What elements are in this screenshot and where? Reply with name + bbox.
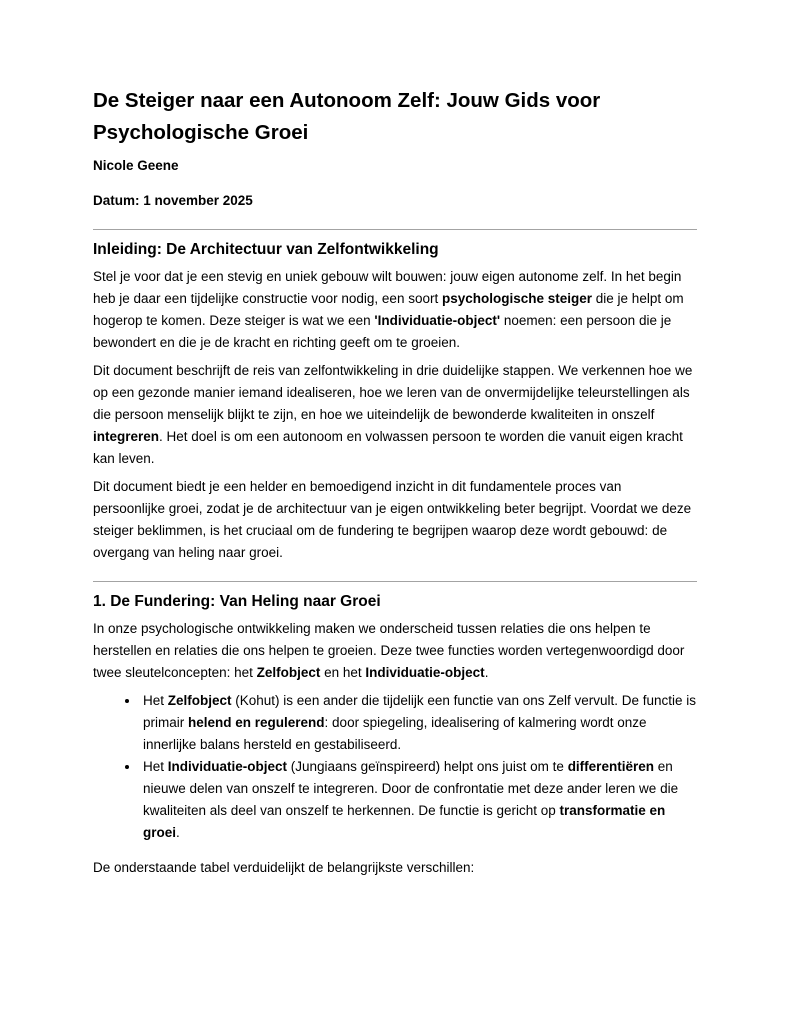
closing-paragraph: De onderstaande tabel verduidelijkt de belangrijkste verschillen: [93,860,475,875]
intro-section-heading: Inleiding: De Architectuur van Zelfontwikkeling [93,241,439,258]
bullet-item-individuatie-object: • Het Individuatie-object (Jungiaans geïnspireerd) helpt ons juist om te differentiëren en nieuwe delen van onszelf te integreren. Door de confrontatie met deze ander leren we die kwaliteiten als deel van onszelf te herkennen. De functie is gericht op transformatie en groei. [140,756,697,844]
fundering-lead-paragraph: In onze psychologische ontwikkeling maken we onderscheid tussen relaties die ons helpen te herstellen en relaties die ons helpen te groeien. Deze twee functies worden vertegenwoordigd door twee sleutelconcepten: het Zelfobject en het Individuatie-object. [93,621,685,680]
fundering-section-heading: 1. De Fundering: Van Heling naar Groei [93,593,381,610]
date-line: Datum: 1 november 2025 [93,193,253,208]
document-title: De Steiger naar een Autonoom Zelf: Jouw Gids voor Psychologische Groei [93,89,601,144]
intro-paragraph-2: Dit document beschrijft de reis van zelfontwikkeling in drie duidelijke stappen. We verkennen hoe we op een gezonde manier iemand idealiseren, hoe we leren van de onvermijdelijke teleurstellingen als die persoon menselijk blijkt te zijn, en hoe we uiteindelijk de bewonderde kwaliteiten in onszelf integreren. Het doel is om een autonoom en volwassen persoon te worden die vanuit eigen kracht kan leven. [93,363,693,466]
section-divider [93,229,697,230]
section-divider [93,581,697,582]
author-byline: Nicole Geene [93,158,179,173]
intro-paragraph-3: Dit document biedt je een helder en bemoedigend inzicht in dit fundamentele proces van persoonlijke groei, zodat je de architectuur van je eigen ontwikkeling beter begrijpt. Voordat we deze steiger beklimmen, is het cruciaal om de fundering te begrijpen waarop deze wordt gebouwd: de overgang van heling naar groei. [93,479,692,560]
concept-bullet-list [93,690,697,844]
bullet-item-zelfobject: • Het Zelfobject (Kohut) is een ander die tijdelijk een functie van ons Zelf vervult. De functie is primair helend en regulerend: door spiegeling, idealisering of kalmering wordt onze innerlijke balans hersteld en gestabiliseerd. [140,690,697,756]
intro-paragraph-1: Stel je voor dat je een stevig en uniek gebouw wilt bouwen: jouw eigen autonome zelf. In het begin heb je daar een tijdelijke constructie voor nodig, een soort psychologische steiger die je helpt om hogerop te komen. Deze steiger is wat we een 'Individuatie-object' noemen: een persoon die je bewondert en die je de kracht en richting geeft om te groeien. [93,269,684,350]
